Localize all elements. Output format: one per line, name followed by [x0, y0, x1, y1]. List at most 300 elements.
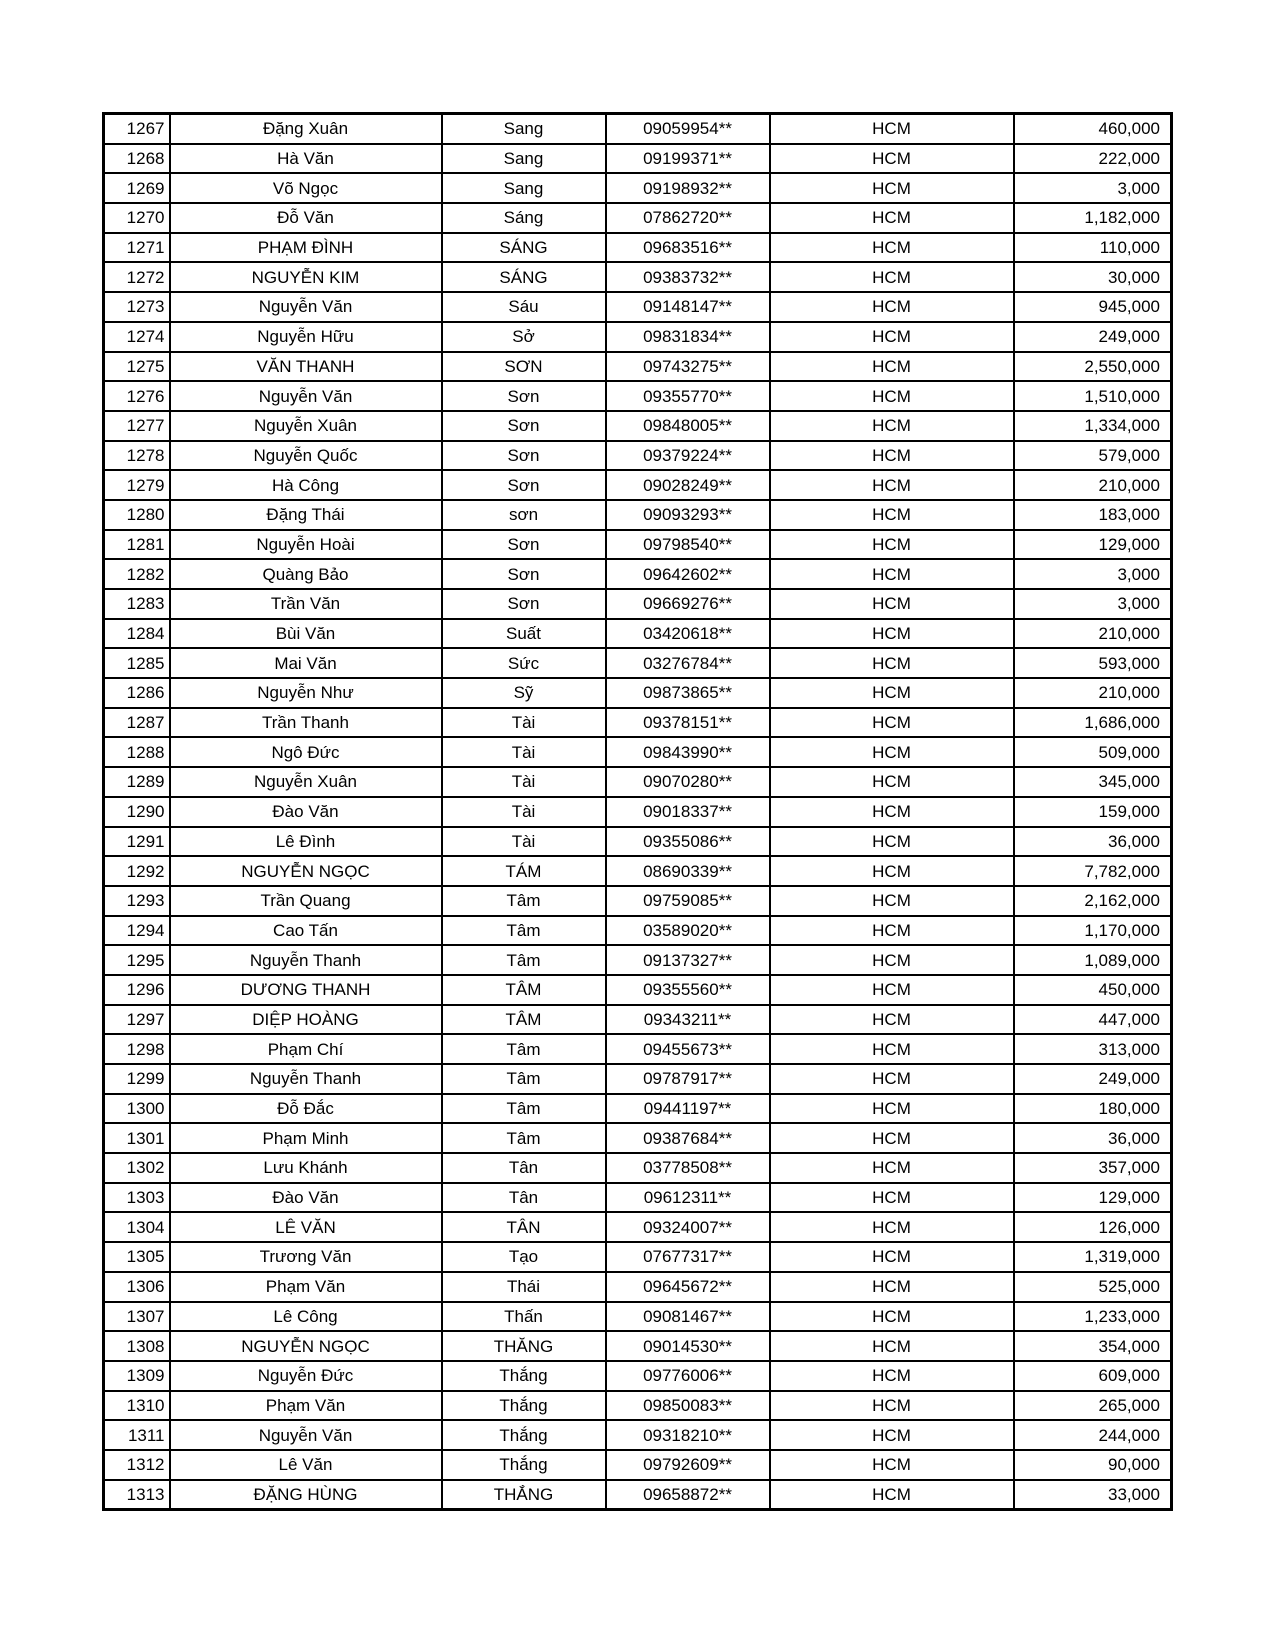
cell-last-name: Thấn: [442, 1302, 606, 1332]
cell-phone: 09318210**: [606, 1420, 770, 1450]
cell-last-name: Tài: [442, 797, 606, 827]
cell-phone: 09198932**: [606, 173, 770, 203]
cell-phone: 03276784**: [606, 648, 770, 678]
cell-phone: 09378151**: [606, 708, 770, 738]
cell-phone: 09683516**: [606, 233, 770, 263]
cell-city: HCM: [770, 1272, 1014, 1302]
cell-id: 1281: [104, 530, 170, 560]
cell-city: HCM: [770, 589, 1014, 619]
cell-amount: 509,000: [1014, 737, 1172, 767]
cell-id: 1294: [104, 916, 170, 946]
cell-amount: 2,162,000: [1014, 886, 1172, 916]
cell-city: HCM: [770, 975, 1014, 1005]
cell-id: 1279: [104, 470, 170, 500]
cell-id: 1298: [104, 1034, 170, 1064]
cell-amount: 2,550,000: [1014, 352, 1172, 382]
cell-amount: 593,000: [1014, 648, 1172, 678]
table-row: [104, 1034, 1172, 1064]
cell-phone: 09798540**: [606, 530, 770, 560]
cell-last-name: Sơn: [442, 559, 606, 589]
table-row: [104, 945, 1172, 975]
cell-city: HCM: [770, 886, 1014, 916]
cell-city: HCM: [770, 1094, 1014, 1124]
cell-id: 1286: [104, 678, 170, 708]
cell-city: HCM: [770, 1361, 1014, 1391]
cell-phone: 09850083**: [606, 1391, 770, 1421]
cell-given-name: Lưu Khánh: [170, 1153, 442, 1183]
cell-amount: 110,000: [1014, 233, 1172, 263]
table-row: [104, 530, 1172, 560]
cell-last-name: Sơn: [442, 530, 606, 560]
cell-id: 1305: [104, 1242, 170, 1272]
cell-amount: 129,000: [1014, 1183, 1172, 1213]
table-row: [104, 678, 1172, 708]
table-row: [104, 144, 1172, 174]
cell-amount: 183,000: [1014, 500, 1172, 530]
table-row: [104, 1064, 1172, 1094]
cell-given-name: Nguyễn Hoài: [170, 530, 442, 560]
table-row: [104, 797, 1172, 827]
cell-phone: 09018337**: [606, 797, 770, 827]
table-row: [104, 470, 1172, 500]
cell-phone: 09669276**: [606, 589, 770, 619]
cell-city: HCM: [770, 173, 1014, 203]
table-row: [104, 1153, 1172, 1183]
table-row: [104, 708, 1172, 738]
cell-last-name: Sở: [442, 322, 606, 352]
table-row: [104, 1391, 1172, 1421]
member-table: [102, 112, 1173, 1511]
cell-given-name: DIỆP HOÀNG: [170, 1005, 442, 1035]
cell-last-name: Thắng: [442, 1450, 606, 1480]
cell-amount: 447,000: [1014, 1005, 1172, 1035]
cell-given-name: Ngô Đức: [170, 737, 442, 767]
table-row: [104, 1123, 1172, 1153]
cell-last-name: Sang: [442, 144, 606, 174]
cell-given-name: Trần Thanh: [170, 708, 442, 738]
cell-last-name: Sáng: [442, 203, 606, 233]
cell-phone: 09843990**: [606, 737, 770, 767]
cell-id: 1276: [104, 381, 170, 411]
table-row: [104, 500, 1172, 530]
cell-city: HCM: [770, 352, 1014, 382]
cell-last-name: Sơn: [442, 411, 606, 441]
table-row: [104, 173, 1172, 203]
cell-amount: 609,000: [1014, 1361, 1172, 1391]
cell-amount: 210,000: [1014, 619, 1172, 649]
cell-amount: 1,170,000: [1014, 916, 1172, 946]
cell-amount: 265,000: [1014, 1391, 1172, 1421]
cell-last-name: Thắng: [442, 1361, 606, 1391]
cell-phone: 09093293**: [606, 500, 770, 530]
cell-city: HCM: [770, 1420, 1014, 1450]
cell-city: HCM: [770, 262, 1014, 292]
cell-given-name: Cao Tấn: [170, 916, 442, 946]
cell-last-name: Tài: [442, 827, 606, 857]
cell-amount: 1,182,000: [1014, 203, 1172, 233]
cell-given-name: Trần Văn: [170, 589, 442, 619]
cell-amount: 159,000: [1014, 797, 1172, 827]
cell-given-name: Nguyễn Thanh: [170, 1064, 442, 1094]
cell-given-name: Nguyễn Văn: [170, 292, 442, 322]
cell-given-name: PHẠM ĐÌNH: [170, 233, 442, 263]
cell-given-name: ĐẶNG HÙNG: [170, 1480, 442, 1510]
cell-given-name: Trương Văn: [170, 1242, 442, 1272]
cell-amount: 7,782,000: [1014, 856, 1172, 886]
cell-phone: 09831834**: [606, 322, 770, 352]
cell-city: HCM: [770, 114, 1014, 144]
table-row: [104, 441, 1172, 471]
cell-given-name: NGUYỄN NGỌC: [170, 856, 442, 886]
cell-phone: 09658872**: [606, 1480, 770, 1510]
table-row: [104, 411, 1172, 441]
cell-city: HCM: [770, 708, 1014, 738]
table-row: [104, 352, 1172, 382]
cell-city: HCM: [770, 916, 1014, 946]
cell-city: HCM: [770, 1302, 1014, 1332]
cell-last-name: TÁM: [442, 856, 606, 886]
cell-amount: 90,000: [1014, 1450, 1172, 1480]
cell-last-name: sơn: [442, 500, 606, 530]
cell-last-name: SÁNG: [442, 262, 606, 292]
cell-amount: 345,000: [1014, 767, 1172, 797]
cell-id: 1312: [104, 1450, 170, 1480]
cell-last-name: Sỹ: [442, 678, 606, 708]
cell-given-name: Hà Công: [170, 470, 442, 500]
cell-city: HCM: [770, 559, 1014, 589]
cell-id: 1291: [104, 827, 170, 857]
cell-phone: 09792609**: [606, 1450, 770, 1480]
cell-last-name: Sơn: [442, 470, 606, 500]
table-row: [104, 1302, 1172, 1332]
cell-phone: 09059954**: [606, 114, 770, 144]
cell-given-name: Nguyễn Văn: [170, 381, 442, 411]
cell-last-name: Tài: [442, 708, 606, 738]
cell-given-name: Phạm Văn: [170, 1391, 442, 1421]
cell-id: 1311: [104, 1420, 170, 1450]
table-row: [104, 1094, 1172, 1124]
cell-city: HCM: [770, 411, 1014, 441]
cell-id: 1269: [104, 173, 170, 203]
cell-given-name: Nguyễn Quốc: [170, 441, 442, 471]
cell-amount: 30,000: [1014, 262, 1172, 292]
cell-city: HCM: [770, 233, 1014, 263]
table-row: [104, 262, 1172, 292]
cell-id: 1306: [104, 1272, 170, 1302]
cell-phone: 09383732**: [606, 262, 770, 292]
cell-id: 1285: [104, 648, 170, 678]
cell-amount: 945,000: [1014, 292, 1172, 322]
cell-last-name: Sơn: [442, 589, 606, 619]
cell-amount: 3,000: [1014, 589, 1172, 619]
cell-id: 1274: [104, 322, 170, 352]
cell-amount: 210,000: [1014, 678, 1172, 708]
cell-city: HCM: [770, 1005, 1014, 1035]
cell-phone: 07677317**: [606, 1242, 770, 1272]
cell-city: HCM: [770, 827, 1014, 857]
cell-last-name: TÂM: [442, 1005, 606, 1035]
cell-given-name: Phạm Minh: [170, 1123, 442, 1153]
cell-amount: 210,000: [1014, 470, 1172, 500]
cell-phone: 09873865**: [606, 678, 770, 708]
cell-amount: 579,000: [1014, 441, 1172, 471]
cell-id: 1268: [104, 144, 170, 174]
cell-phone: 09070280**: [606, 767, 770, 797]
cell-id: 1299: [104, 1064, 170, 1094]
cell-id: 1308: [104, 1331, 170, 1361]
table-row: [104, 1272, 1172, 1302]
cell-id: 1290: [104, 797, 170, 827]
cell-given-name: NGUYỄN KIM: [170, 262, 442, 292]
cell-given-name: Đỗ Đắc: [170, 1094, 442, 1124]
cell-given-name: DƯƠNG THANH: [170, 975, 442, 1005]
cell-city: HCM: [770, 1242, 1014, 1272]
table-body: [104, 114, 1172, 1510]
cell-last-name: Thắng: [442, 1420, 606, 1450]
cell-given-name: Võ Ngọc: [170, 173, 442, 203]
cell-last-name: Thắng: [442, 1391, 606, 1421]
cell-id: 1304: [104, 1212, 170, 1242]
cell-phone: 09848005**: [606, 411, 770, 441]
cell-amount: 313,000: [1014, 1034, 1172, 1064]
cell-id: 1271: [104, 233, 170, 263]
cell-last-name: SƠN: [442, 352, 606, 382]
table-row: [104, 114, 1172, 144]
cell-given-name: Nguyễn Xuân: [170, 411, 442, 441]
cell-given-name: Lê Văn: [170, 1450, 442, 1480]
cell-city: HCM: [770, 648, 1014, 678]
table-row: [104, 381, 1172, 411]
table-row: [104, 975, 1172, 1005]
cell-city: HCM: [770, 322, 1014, 352]
cell-phone: 03778508**: [606, 1153, 770, 1183]
table-row: [104, 856, 1172, 886]
cell-phone: 09387684**: [606, 1123, 770, 1153]
table-row: [104, 1361, 1172, 1391]
cell-city: HCM: [770, 678, 1014, 708]
cell-city: HCM: [770, 381, 1014, 411]
cell-amount: 354,000: [1014, 1331, 1172, 1361]
cell-amount: 126,000: [1014, 1212, 1172, 1242]
cell-last-name: Tài: [442, 767, 606, 797]
table-row: [104, 233, 1172, 263]
table-row: [104, 1420, 1172, 1450]
cell-id: 1292: [104, 856, 170, 886]
cell-city: HCM: [770, 1480, 1014, 1510]
cell-city: HCM: [770, 737, 1014, 767]
cell-city: HCM: [770, 1064, 1014, 1094]
table-row: [104, 203, 1172, 233]
cell-last-name: SÁNG: [442, 233, 606, 263]
cell-id: 1296: [104, 975, 170, 1005]
cell-id: 1313: [104, 1480, 170, 1510]
cell-phone: 09137327**: [606, 945, 770, 975]
cell-city: HCM: [770, 767, 1014, 797]
cell-given-name: Nguyễn Đức: [170, 1361, 442, 1391]
cell-phone: 03420618**: [606, 619, 770, 649]
cell-id: 1293: [104, 886, 170, 916]
cell-amount: 525,000: [1014, 1272, 1172, 1302]
table-row: [104, 322, 1172, 352]
cell-last-name: Sang: [442, 173, 606, 203]
table-row: [104, 827, 1172, 857]
cell-amount: 244,000: [1014, 1420, 1172, 1450]
table-row: [104, 292, 1172, 322]
cell-id: 1309: [104, 1361, 170, 1391]
cell-id: 1280: [104, 500, 170, 530]
cell-city: HCM: [770, 500, 1014, 530]
table-row: [104, 916, 1172, 946]
cell-id: 1307: [104, 1302, 170, 1332]
cell-phone: 09355086**: [606, 827, 770, 857]
cell-last-name: Suất: [442, 619, 606, 649]
cell-given-name: Đào Văn: [170, 797, 442, 827]
cell-amount: 33,000: [1014, 1480, 1172, 1510]
cell-amount: 36,000: [1014, 827, 1172, 857]
table-row: [104, 1480, 1172, 1510]
cell-phone: 09645672**: [606, 1272, 770, 1302]
cell-phone: 09028249**: [606, 470, 770, 500]
cell-city: HCM: [770, 797, 1014, 827]
cell-amount: 36,000: [1014, 1123, 1172, 1153]
cell-last-name: Tân: [442, 1183, 606, 1213]
cell-phone: 09343211**: [606, 1005, 770, 1035]
table-row: [104, 619, 1172, 649]
cell-amount: 450,000: [1014, 975, 1172, 1005]
cell-phone: 09455673**: [606, 1034, 770, 1064]
cell-id: 1301: [104, 1123, 170, 1153]
cell-last-name: Tâm: [442, 1034, 606, 1064]
cell-id: 1295: [104, 945, 170, 975]
cell-given-name: VĂN THANH: [170, 352, 442, 382]
cell-last-name: Sang: [442, 114, 606, 144]
cell-id: 1278: [104, 441, 170, 471]
cell-amount: 1,233,000: [1014, 1302, 1172, 1332]
cell-last-name: Tâm: [442, 1123, 606, 1153]
cell-given-name: Phạm Văn: [170, 1272, 442, 1302]
cell-id: 1288: [104, 737, 170, 767]
table-row: [104, 1331, 1172, 1361]
cell-id: 1289: [104, 767, 170, 797]
cell-given-name: Đặng Xuân: [170, 114, 442, 144]
cell-given-name: LÊ VĂN: [170, 1212, 442, 1242]
cell-given-name: Hà Văn: [170, 144, 442, 174]
cell-phone: 09787917**: [606, 1064, 770, 1094]
cell-amount: 3,000: [1014, 173, 1172, 203]
cell-amount: 222,000: [1014, 144, 1172, 174]
cell-amount: 1,089,000: [1014, 945, 1172, 975]
cell-id: 1277: [104, 411, 170, 441]
cell-given-name: Trần Quang: [170, 886, 442, 916]
cell-phone: 09642602**: [606, 559, 770, 589]
cell-last-name: Thái: [442, 1272, 606, 1302]
cell-last-name: TÂN: [442, 1212, 606, 1242]
cell-id: 1282: [104, 559, 170, 589]
cell-given-name: Nguyễn Thanh: [170, 945, 442, 975]
cell-phone: 09199371**: [606, 144, 770, 174]
cell-amount: 249,000: [1014, 1064, 1172, 1094]
cell-id: 1284: [104, 619, 170, 649]
cell-city: HCM: [770, 144, 1014, 174]
cell-last-name: Sức: [442, 648, 606, 678]
cell-phone: 09014530**: [606, 1331, 770, 1361]
table-row: [104, 1183, 1172, 1213]
cell-city: HCM: [770, 470, 1014, 500]
cell-phone: 09441197**: [606, 1094, 770, 1124]
table-row: [104, 1212, 1172, 1242]
table-row: [104, 559, 1172, 589]
cell-last-name: Sơn: [442, 441, 606, 471]
cell-amount: 1,334,000: [1014, 411, 1172, 441]
cell-city: HCM: [770, 1183, 1014, 1213]
cell-given-name: Nguyễn Như: [170, 678, 442, 708]
cell-given-name: Nguyễn Hữu: [170, 322, 442, 352]
table-row: [104, 1242, 1172, 1272]
cell-id: 1273: [104, 292, 170, 322]
table-row: [104, 648, 1172, 678]
cell-phone: 09081467**: [606, 1302, 770, 1332]
cell-id: 1272: [104, 262, 170, 292]
cell-phone: 03589020**: [606, 916, 770, 946]
table-row: [104, 1450, 1172, 1480]
cell-city: HCM: [770, 441, 1014, 471]
cell-city: HCM: [770, 203, 1014, 233]
cell-id: 1267: [104, 114, 170, 144]
cell-phone: 09324007**: [606, 1212, 770, 1242]
cell-id: 1283: [104, 589, 170, 619]
cell-given-name: NGUYỄN NGỌC: [170, 1331, 442, 1361]
cell-phone: 09148147**: [606, 292, 770, 322]
cell-last-name: Sơn: [442, 381, 606, 411]
cell-given-name: Bùi Văn: [170, 619, 442, 649]
table-row: [104, 767, 1172, 797]
cell-phone: 09379224**: [606, 441, 770, 471]
cell-city: HCM: [770, 1450, 1014, 1480]
cell-given-name: Lê Đình: [170, 827, 442, 857]
cell-phone: 08690339**: [606, 856, 770, 886]
cell-given-name: Đào Văn: [170, 1183, 442, 1213]
cell-given-name: Lê Công: [170, 1302, 442, 1332]
cell-id: 1300: [104, 1094, 170, 1124]
cell-city: HCM: [770, 1331, 1014, 1361]
cell-amount: 180,000: [1014, 1094, 1172, 1124]
cell-id: 1287: [104, 708, 170, 738]
cell-city: HCM: [770, 292, 1014, 322]
cell-given-name: Nguyễn Văn: [170, 1420, 442, 1450]
cell-last-name: Tâm: [442, 1094, 606, 1124]
cell-id: 1275: [104, 352, 170, 382]
cell-given-name: Nguyễn Xuân: [170, 767, 442, 797]
cell-city: HCM: [770, 945, 1014, 975]
cell-given-name: Đặng Thái: [170, 500, 442, 530]
cell-phone: 07862720**: [606, 203, 770, 233]
cell-given-name: Phạm Chí: [170, 1034, 442, 1064]
cell-last-name: Tạo: [442, 1242, 606, 1272]
cell-amount: 1,319,000: [1014, 1242, 1172, 1272]
cell-amount: 129,000: [1014, 530, 1172, 560]
table-row: [104, 886, 1172, 916]
cell-given-name: Quàng Bảo: [170, 559, 442, 589]
cell-last-name: Tâm: [442, 1064, 606, 1094]
cell-amount: 460,000: [1014, 114, 1172, 144]
table-row: [104, 737, 1172, 767]
cell-last-name: Tâm: [442, 886, 606, 916]
cell-amount: 357,000: [1014, 1153, 1172, 1183]
cell-last-name: TÂM: [442, 975, 606, 1005]
cell-amount: 249,000: [1014, 322, 1172, 352]
cell-amount: 1,686,000: [1014, 708, 1172, 738]
cell-last-name: Tài: [442, 737, 606, 767]
